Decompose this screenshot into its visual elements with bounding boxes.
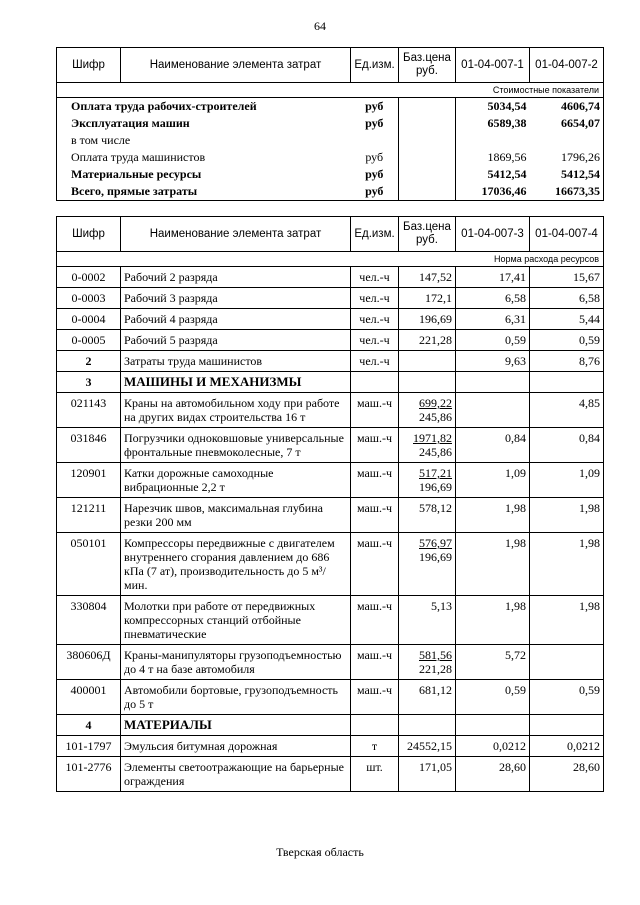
row-name: Оплата труда рабочих-строителей: [57, 98, 351, 116]
footer-region: Тверская область: [276, 845, 364, 859]
row-value-b: 1,98: [530, 498, 604, 533]
table-row: [57, 428, 604, 463]
row-value-a: 28,60: [456, 757, 530, 792]
row-base-price: [399, 715, 456, 736]
header-col-a: 01-04-007-1: [456, 48, 530, 83]
row-code: 4: [57, 715, 121, 736]
table-row: [57, 498, 604, 533]
row-base-price: [399, 393, 456, 428]
row-base-price: [399, 132, 456, 149]
row-code: 3: [57, 372, 121, 393]
row-unit: маш.-ч: [351, 596, 399, 645]
row-base-price: [399, 533, 456, 596]
row-value-b: [530, 645, 604, 680]
table-row: [57, 183, 604, 201]
row-base-price: 172,1: [399, 288, 456, 309]
row-code: 021143: [57, 393, 121, 428]
table-row: [57, 463, 604, 498]
row-code: 400001: [57, 680, 121, 715]
row-value-b: 6654,07: [530, 115, 604, 132]
row-unit: маш.-ч: [351, 680, 399, 715]
row-value-a: 1,98: [456, 533, 530, 596]
row-base-price: 5,13: [399, 596, 456, 645]
row-name: Элементы светоотражающие на барьерные ограждения: [121, 757, 351, 792]
row-value-b: 28,60: [530, 757, 604, 792]
row-value-a: 0,84: [456, 428, 530, 463]
row-name: Рабочий 5 разряда: [121, 330, 351, 351]
row-value-b: 5,44: [530, 309, 604, 330]
header-col-b: 01-04-007-4: [530, 217, 604, 252]
row-base-price: 196,69: [399, 309, 456, 330]
row-value-a: 5034,54: [487, 99, 527, 113]
row-value-a: [456, 372, 530, 393]
table-row: [57, 288, 604, 309]
table-row: [57, 393, 604, 428]
row-value-b: 0,84: [530, 428, 604, 463]
row-value-b: 4,85: [530, 393, 604, 428]
row-unit: маш.-ч: [351, 533, 399, 596]
row-base-price: 221,28: [399, 330, 456, 351]
row-value-b: 1,98: [530, 533, 604, 596]
row-base-price: [399, 115, 456, 132]
row-unit: чел.-ч: [351, 288, 399, 309]
header-col-b: 01-04-007-2: [530, 48, 604, 83]
row-unit: [351, 715, 399, 736]
row-base-price: [399, 645, 456, 680]
row-code: 0-0003: [57, 288, 121, 309]
row-value-b: 4606,74: [530, 98, 604, 116]
row-value-a: 0,59: [456, 680, 530, 715]
row-name: Эксплуатация машин: [57, 115, 351, 132]
row-name: МАТЕРИАЛЫ: [121, 715, 351, 736]
row-name: Автомобили бортовые, грузоподъемность до 5 т: [121, 680, 351, 715]
header-code: Шифр: [57, 48, 121, 83]
row-name: Краны-манипуляторы грузоподъемностью до 4 т на базе автомобиля: [121, 645, 351, 680]
table-row: [57, 166, 604, 183]
row-value-a: 0,59: [456, 330, 530, 351]
table-row: [57, 149, 604, 166]
row-base-price: [399, 463, 456, 498]
row-base-price: 578,12: [399, 498, 456, 533]
row-value-b: 5412,54: [530, 166, 604, 183]
row-unit: руб: [351, 183, 399, 201]
row-unit: шт.: [351, 757, 399, 792]
header-unit: Ед.изм.: [351, 217, 399, 252]
table-row: [57, 533, 604, 596]
row-value-a: 0,0212: [456, 736, 530, 757]
price-secondary: 245,86: [419, 410, 452, 424]
row-value-b: [530, 132, 604, 149]
row-base-price: [399, 351, 456, 372]
table-row: [57, 351, 604, 372]
row-value-b: 1,09: [530, 463, 604, 498]
row-name: Компрессоры передвижные с двигателем внутреннего сгорания давлением до 686 кПа (7 ат), производительность до 5 м³/мин.: [121, 533, 351, 596]
table-row: [57, 267, 604, 288]
row-value-b: 16673,35: [530, 183, 604, 201]
row-unit: маш.-ч: [351, 463, 399, 498]
row-unit: маш.-ч: [351, 498, 399, 533]
table-header-row: [57, 217, 604, 252]
header-base-price: Баз.цена руб.: [399, 217, 456, 252]
resource-norms-table: [56, 216, 604, 792]
row-unit: чел.-ч: [351, 309, 399, 330]
table-row: [57, 596, 604, 645]
row-unit: чел.-ч: [351, 330, 399, 351]
row-value-a: 17036,46: [456, 183, 530, 201]
row-name: Нарезчик швов, максимальная глубина резки 200 мм: [121, 498, 351, 533]
section-row: [57, 372, 604, 393]
table-row: [57, 645, 604, 680]
row-name: Молотки при работе от передвижных компрессорных станций отбойные пневматические: [121, 596, 351, 645]
row-name: Затраты труда машинистов: [121, 351, 351, 372]
table-row: [57, 98, 604, 116]
row-base-price: [399, 166, 456, 183]
table-row: [57, 115, 604, 132]
price-secondary: 245,86: [419, 445, 452, 459]
row-value-b: [530, 715, 604, 736]
row-value-b: 0,0212: [530, 736, 604, 757]
row-base-price: 171,05: [399, 757, 456, 792]
header-code: Шифр: [57, 217, 121, 252]
row-name: Погрузчики одноковшовые универсальные фронтальные пневмоколесные, 7 т: [121, 428, 351, 463]
row-code: 031846: [57, 428, 121, 463]
row-unit: руб: [365, 150, 384, 164]
row-value-a: 1,98: [456, 596, 530, 645]
row-code: 101-1797: [57, 736, 121, 757]
row-value-a: 1869,56: [487, 150, 527, 164]
row-code: 0-0004: [57, 309, 121, 330]
row-value-a: [456, 715, 530, 736]
row-value-a: 1,98: [456, 498, 530, 533]
table-row: [57, 330, 604, 351]
row-value-a: [456, 132, 530, 149]
row-name: Катки дорожные самоходные вибрационные 2,2 т: [121, 463, 351, 498]
row-value-b: 6,58: [530, 288, 604, 309]
table-row: [57, 132, 604, 149]
row-base-price: [399, 183, 456, 201]
row-code: 330804: [57, 596, 121, 645]
price-primary: 581,56: [419, 648, 452, 662]
price-primary: 699,22: [419, 396, 452, 410]
header-name: Наименование элемента затрат: [121, 48, 351, 83]
row-name: Всего, прямые затраты: [57, 183, 351, 201]
price-primary: 517,21: [419, 466, 452, 480]
row-base-price: [399, 428, 456, 463]
row-value-b: 0,59: [530, 680, 604, 715]
price-secondary: 196,69: [419, 480, 452, 494]
row-code: 0-0002: [57, 267, 121, 288]
row-code: 121211: [57, 498, 121, 533]
row-unit: т: [351, 736, 399, 757]
row-value-b: [530, 372, 604, 393]
row-unit: чел.-ч: [351, 351, 399, 372]
row-value-a: 5,72: [456, 645, 530, 680]
row-name: Материальные ресурсы: [57, 166, 351, 183]
row-unit: [351, 132, 399, 149]
table-header-row: [57, 48, 604, 83]
row-name: Оплата труда машинистов: [57, 149, 351, 166]
price-secondary: 221,28: [419, 662, 452, 676]
row-name: Краны на автомобильном ходу при работе на других видах строительства 16 т: [121, 393, 351, 428]
cost-indicators-table: [56, 47, 604, 201]
row-base-price: [399, 98, 456, 116]
header-base-price: Баз.цена руб.: [399, 48, 456, 83]
row-value-a: [456, 393, 530, 428]
row-code: 2: [57, 351, 121, 372]
row-unit: чел.-ч: [351, 267, 399, 288]
row-base-price: 681,12: [399, 680, 456, 715]
header-name: Наименование элемента затрат: [121, 217, 351, 252]
row-name: Рабочий 2 разряда: [121, 267, 351, 288]
table-row: [57, 757, 604, 792]
row-code: 101-2776: [57, 757, 121, 792]
row-value-b: 1796,26: [530, 149, 604, 166]
row-code: 120901: [57, 463, 121, 498]
row-code: 050101: [57, 533, 121, 596]
row-value-a: 6,31: [456, 309, 530, 330]
table-row: [57, 680, 604, 715]
row-value-b: 8,76: [530, 351, 604, 372]
row-unit: [351, 372, 399, 393]
row-unit: маш.-ч: [351, 393, 399, 428]
price-primary: 576,97: [419, 536, 452, 550]
row-name: Рабочий 4 разряда: [121, 309, 351, 330]
header-col-a: 01-04-007-3: [456, 217, 530, 252]
price-primary: 1971,82: [413, 431, 452, 445]
row-base-price: [399, 372, 456, 393]
row-value-a: 17,41: [456, 267, 530, 288]
row-value-a: 6,58: [456, 288, 530, 309]
price-secondary: 196,69: [419, 550, 452, 564]
subheader-label: Стоимостные показатели: [57, 83, 604, 98]
header-unit: Ед.изм.: [351, 48, 399, 83]
row-base-price: 147,52: [399, 267, 456, 288]
row-base-price: [399, 149, 456, 166]
row-name: в том числе: [57, 132, 351, 149]
row-unit: руб: [365, 99, 384, 113]
table-row: [57, 736, 604, 757]
subheader-row: [57, 252, 604, 267]
row-name: МАШИНЫ И МЕХАНИЗМЫ: [121, 372, 351, 393]
row-unit: маш.-ч: [351, 428, 399, 463]
row-unit: руб: [365, 116, 384, 130]
row-base-price: 24552,15: [399, 736, 456, 757]
row-unit: руб: [365, 167, 384, 181]
row-code: 0-0005: [57, 330, 121, 351]
row-value-b: 0,59: [530, 330, 604, 351]
row-value-a: 5412,54: [487, 167, 527, 181]
subheader-label: Норма расхода ресурсов: [57, 252, 604, 267]
row-value-b: 15,67: [530, 267, 604, 288]
row-value-a: 1,09: [456, 463, 530, 498]
section-row: [57, 715, 604, 736]
row-unit: маш.-ч: [351, 645, 399, 680]
row-code: 380606Д: [57, 645, 121, 680]
row-name: Эмульсия битумная дорожная: [121, 736, 351, 757]
table-row: [57, 309, 604, 330]
subheader-row: [57, 83, 604, 98]
row-value-a: 6589,38: [487, 116, 527, 130]
row-value-a: 9,63: [456, 351, 530, 372]
row-name: Рабочий 3 разряда: [121, 288, 351, 309]
row-value-b: 1,98: [530, 596, 604, 645]
page-number: 64: [314, 19, 326, 33]
